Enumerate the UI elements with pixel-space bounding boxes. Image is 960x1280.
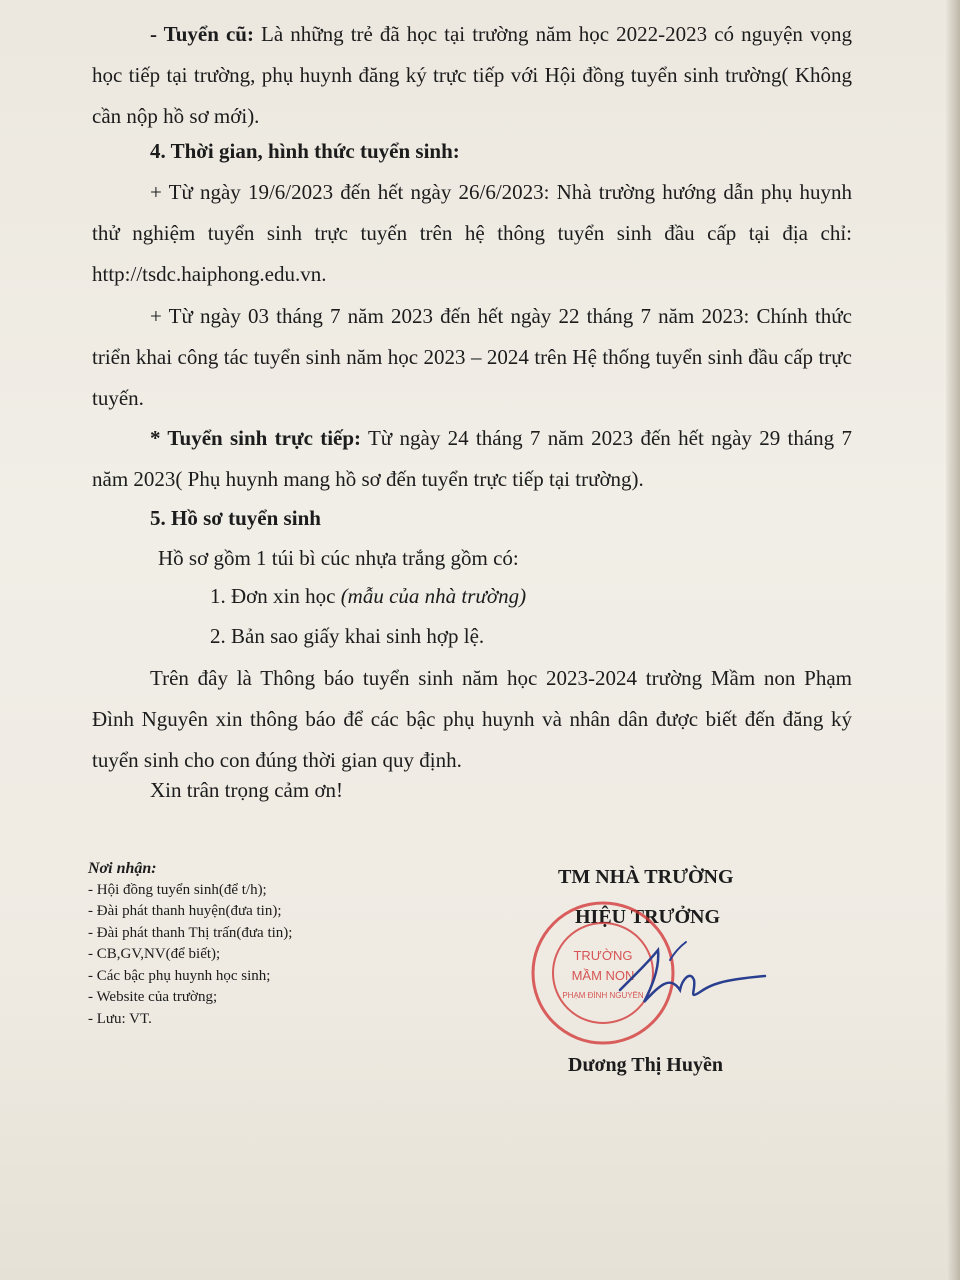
principal-title: HIỆU TRƯỞNG <box>575 906 721 928</box>
paragraph-old-students <box>92 14 852 137</box>
recipients-block <box>88 858 292 1030</box>
seal-line-1: TRƯỜNG <box>573 948 633 963</box>
recipient-item: - CB,GV,NV(để biết); <box>88 946 221 962</box>
section4-heading-text: 4. Thời gian, hình thức tuyển sinh: <box>150 139 460 163</box>
section5-intro: Hồ sơ gồm 1 túi bì cúc nhựa trắng gồm có: <box>158 546 519 570</box>
page-edge-shadow <box>946 0 960 1280</box>
document-item-1-text: 1. Đơn xin học <box>210 584 341 608</box>
document-item-1-note: (mẫu của nhà trường) <box>340 584 527 608</box>
old-students-label: - Tuyển cũ: <box>150 22 254 46</box>
section4-item2: + Từ ngày 03 tháng 7 năm 2023 đến hết ngày 22 tháng 7 năm 2023: Chính thức triển khai công tác tuyển sinh năm học 2023 – 2024 trên Hệ thống tuyển sinh đầu cấp trực tuyến. <box>92 304 852 410</box>
recipients-title: Nơi nhận: <box>88 860 157 877</box>
direct-enrollment-paragraph <box>92 418 852 500</box>
direct-enrollment-text: Từ ngày 24 tháng 7 năm 2023 đến hết ngày 29 tháng 7 năm 2023( Phụ huynh mang hồ sơ đến tuyển trực tiếp tại trường). <box>92 426 852 491</box>
document-item-2: 2. Bản sao giấy khai sinh hợp lệ. <box>210 624 485 648</box>
section4-item1: + Từ ngày 19/6/2023 đến hết ngày 26/6/2023: Nhà trường hướng dẫn phụ huynh thử nghiệm tuyển sinh trực tuyến trên hệ thông tuyển sinh đầu cấp tại địa chỉ: http://tsdc.haiphong.edu.vn. <box>92 180 852 286</box>
old-students-text: Là những trẻ đã học tại trường năm học 2022-2023 có nguyện vọng học tiếp tại trường, phụ huynh đăng ký trực tiếp với Hội đồng tuyển sinh trường( Không cần nộp hồ sơ mới). <box>92 22 852 128</box>
handwritten-signature-icon <box>610 930 770 1020</box>
section5-heading <box>92 498 852 539</box>
recipient-item: - Website của trường; <box>88 989 218 1005</box>
seal-line-2: MẦM NON <box>571 968 635 983</box>
on-behalf-title: TM NHÀ TRƯỜNG <box>558 866 734 888</box>
closing-paragraph: Trên đây là Thông báo tuyển sinh năm học 2023-2024 trường Mầm non Phạm Đình Nguyên xin thông báo để các bậc phụ huynh và nhân dân được biết đến đăng ký tuyển sinh cho con đúng thời gian quy định. <box>92 666 852 772</box>
section5-heading-text: 5. Hồ sơ tuyển sinh <box>150 506 321 530</box>
principal-name: Dương Thị Huyền <box>568 1054 723 1076</box>
recipient-item: - Các bậc phụ huynh học sinh; <box>88 967 271 984</box>
recipient-item: - Đài phát thanh Thị trấn(đưa tin); <box>88 924 293 941</box>
direct-enrollment-label: * Tuyển sinh trực tiếp: <box>150 426 362 450</box>
section4-heading <box>92 131 852 172</box>
recipient-item: - Hội đồng tuyển sinh(để t/h); <box>88 881 267 898</box>
document-item-1 <box>210 584 526 609</box>
recipient-item: - Lưu: VT. <box>88 1010 152 1027</box>
seal-line-3: PHẠM ĐÌNH NGUYÊN <box>562 991 644 1000</box>
recipient-item: - Đài phát thanh huyện(đưa tin); <box>88 903 282 919</box>
thanks-line: Xin trân trọng cảm ơn! <box>150 778 344 802</box>
